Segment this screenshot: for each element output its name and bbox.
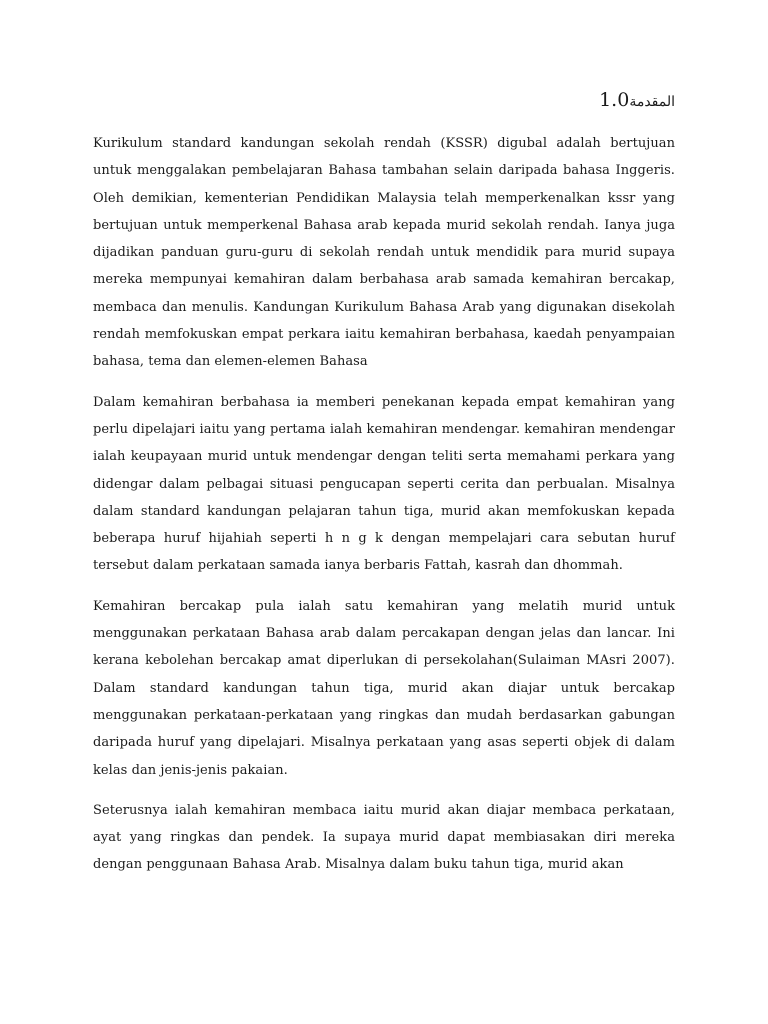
paragraph-speaking-skill: Kemahiran bercakap pula ialah satu kemahiran yang melatih murid untuk menggunakan perkataan Bahasa arab dalam percakapan dengan jelas dan lancar. Ini kerana kebolehan bercakap amat diperlukan di persekolahan(Sulaiman MAsri 2007). Dalam standard kandungan tahun tiga, murid akan diajar untuk bercakap menggunakan perkataan-perkataan yang ringkas dan mudah berdasarkan gabungan daripada huruf yang dipelajari. Misalnya perkataan yang asas seperti objek di dalam kelas dan jenis-jenis pakaian. [93,598,675,778]
document-body [93,130,675,892]
paragraph-listening-skill: Dalam kemahiran berbahasa ia memberi penekanan kepada empat kemahiran yang perlu dipelajari iaitu yang pertama ialah kemahiran mendengar. kemahiran mendengar ialah keupayaan murid untuk mendengar dengan teliti serta memahami perkara yang didengar dalam pelbagai situasi pengucapan seperti cerita dan perbualan. Misalnya dalam standard kandungan pelajaran tahun tiga, murid akan memfokuskan kepada beberapa huruf hijahiah seperti h n g k dengan mempelajari cara sebutan huruf tersebut dalam perkataan samada ianya berbaris Fattah, kasrah dan dhommah. [93,394,675,574]
section-number: 1.0 [599,89,630,111]
section-heading [599,88,676,114]
section-title-arabic: المقدمة [629,94,675,110]
paragraph-intro: Kurikulum standard kandungan sekolah rendah (KSSR) digubal adalah bertujuan untuk menggalakan pembelajaran Bahasa tambahan selain daripada bahasa Inggeris. Oleh demikian, kementerian Pendidikan Malaysia telah memperkenalkan kssr yang bertujuan untuk memperkenal Bahasa arab kepada murid sekolah rendah. Ianya juga dijadikan panduan guru-guru di sekolah rendah untuk mendidik para murid supaya mereka mempunyai kemahiran dalam berbahasa arab samada kemahiran bercakap, membaca dan menulis. Kandungan Kurikulum Bahasa Arab yang digunakan disekolah rendah memfokuskan empat perkara iaitu kemahiran berbahasa, kaedah penyampaian bahasa, tema dan elemen-elemen Bahasa [93,136,675,370]
paragraph-reading-skill: Seterusnya ialah kemahiran membaca iaitu murid akan diajar membaca perkataan, ayat yang ringkas dan pendek. Ia supaya murid dapat membiasakan diri mereka dengan penggunaan Bahasa Arab. Misalnya dalam buku tahun tiga, murid akan [93,802,675,873]
